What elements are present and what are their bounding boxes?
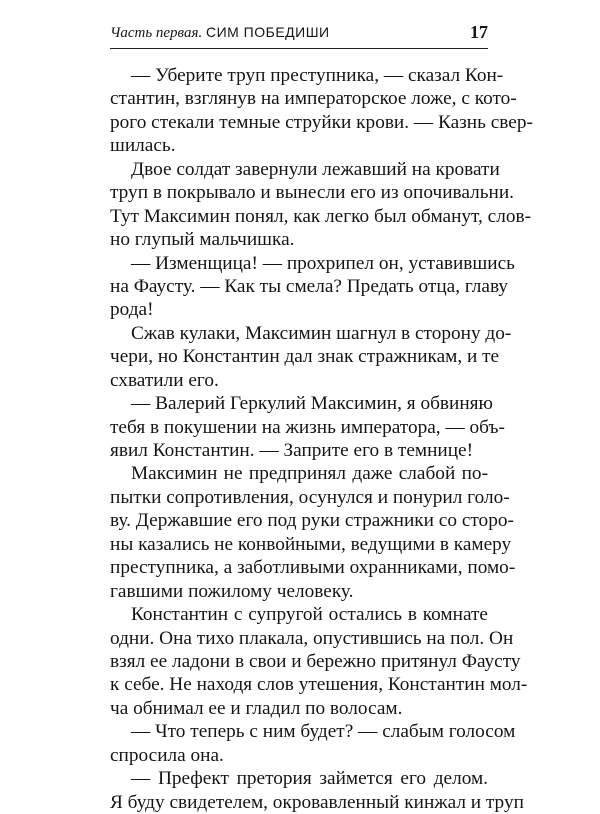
text-line: к себе. Не находя слов утешения, Константин мол- xyxy=(110,674,528,696)
chapter-title: СИМ ПОБЕДИШИ xyxy=(205,24,330,40)
page-number: 17 xyxy=(470,22,488,42)
text-line: схватили его. xyxy=(110,369,219,391)
text-line: спросила она. xyxy=(110,744,224,766)
text-line: — Валерий Геркулий Максимин, я обвиняю xyxy=(131,393,493,415)
text-line: Тут Максимин понял, как легко был обманут, слов- xyxy=(110,205,532,227)
text-line: преступника, а заботливыми охранниками, помо- xyxy=(110,557,516,579)
text-line: явил Константин. — Заприте его в темнице! xyxy=(110,440,474,461)
part-label: Часть первая. xyxy=(110,25,203,41)
text-line: — Что теперь с ним будет? — слабым голосом xyxy=(131,721,516,743)
text-line: тебя в покушении на жизнь императора, — объ- xyxy=(110,416,505,438)
text-line: пытки сопротивления, осунулся и понурил голо- xyxy=(110,486,510,508)
text-line: ву. Державшие его под руки стражники со сторо- xyxy=(110,510,514,532)
text-line: гавшими пожилому человеку. xyxy=(110,580,354,602)
text-line: Сжав кулаки, Максимин шагнул в сторону до- xyxy=(131,322,512,344)
text-line: одни. Она тихо плакала, опустившись на пол. Он xyxy=(110,627,514,649)
text-line: но глупый мальчишка. xyxy=(110,229,295,251)
header-part-title xyxy=(110,24,330,42)
text-line: чери, но Константин дал знак стражникам, и те xyxy=(110,346,500,368)
body-text xyxy=(110,64,533,814)
text-line: рого стекали темные струйки крови. — Казнь свер- xyxy=(110,111,533,133)
text-line: стантин, взглянув на императорское ложе, с кото- xyxy=(110,88,517,110)
text-line: взял ее ладони в свои и бережно притянул Фаусту xyxy=(110,650,521,672)
text-line: Константин с супругой остались в комнате xyxy=(131,604,488,626)
text-line: шилась. xyxy=(110,135,176,157)
text-line: Двое солдат завернули лежавший на кровати xyxy=(131,158,500,180)
text-line: рода! xyxy=(110,299,154,321)
text-line: ча обнимал ее и гладил по волосам. xyxy=(110,697,403,719)
text-line: Я буду свидетелем, окровавленный кинжал и труп xyxy=(110,791,524,813)
text-line: на Фаусту. — Как ты смела? Предать отца, главу xyxy=(110,275,509,297)
running-header xyxy=(110,18,488,49)
text-line: — Изменщица! — прохрипел он, уставившись xyxy=(131,252,515,274)
text-line: — Префект претория займется его делом. xyxy=(131,768,488,790)
text-line: труп в покрывало и вынесли его из опочивальни. xyxy=(110,182,514,204)
text-line: Максимин не предпринял даже слабой по- xyxy=(131,463,488,485)
text-line: — Уберите труп преступника, — сказал Кон- xyxy=(131,65,504,86)
text-line: ны казались не конвойными, ведущими в камеру xyxy=(110,533,512,555)
